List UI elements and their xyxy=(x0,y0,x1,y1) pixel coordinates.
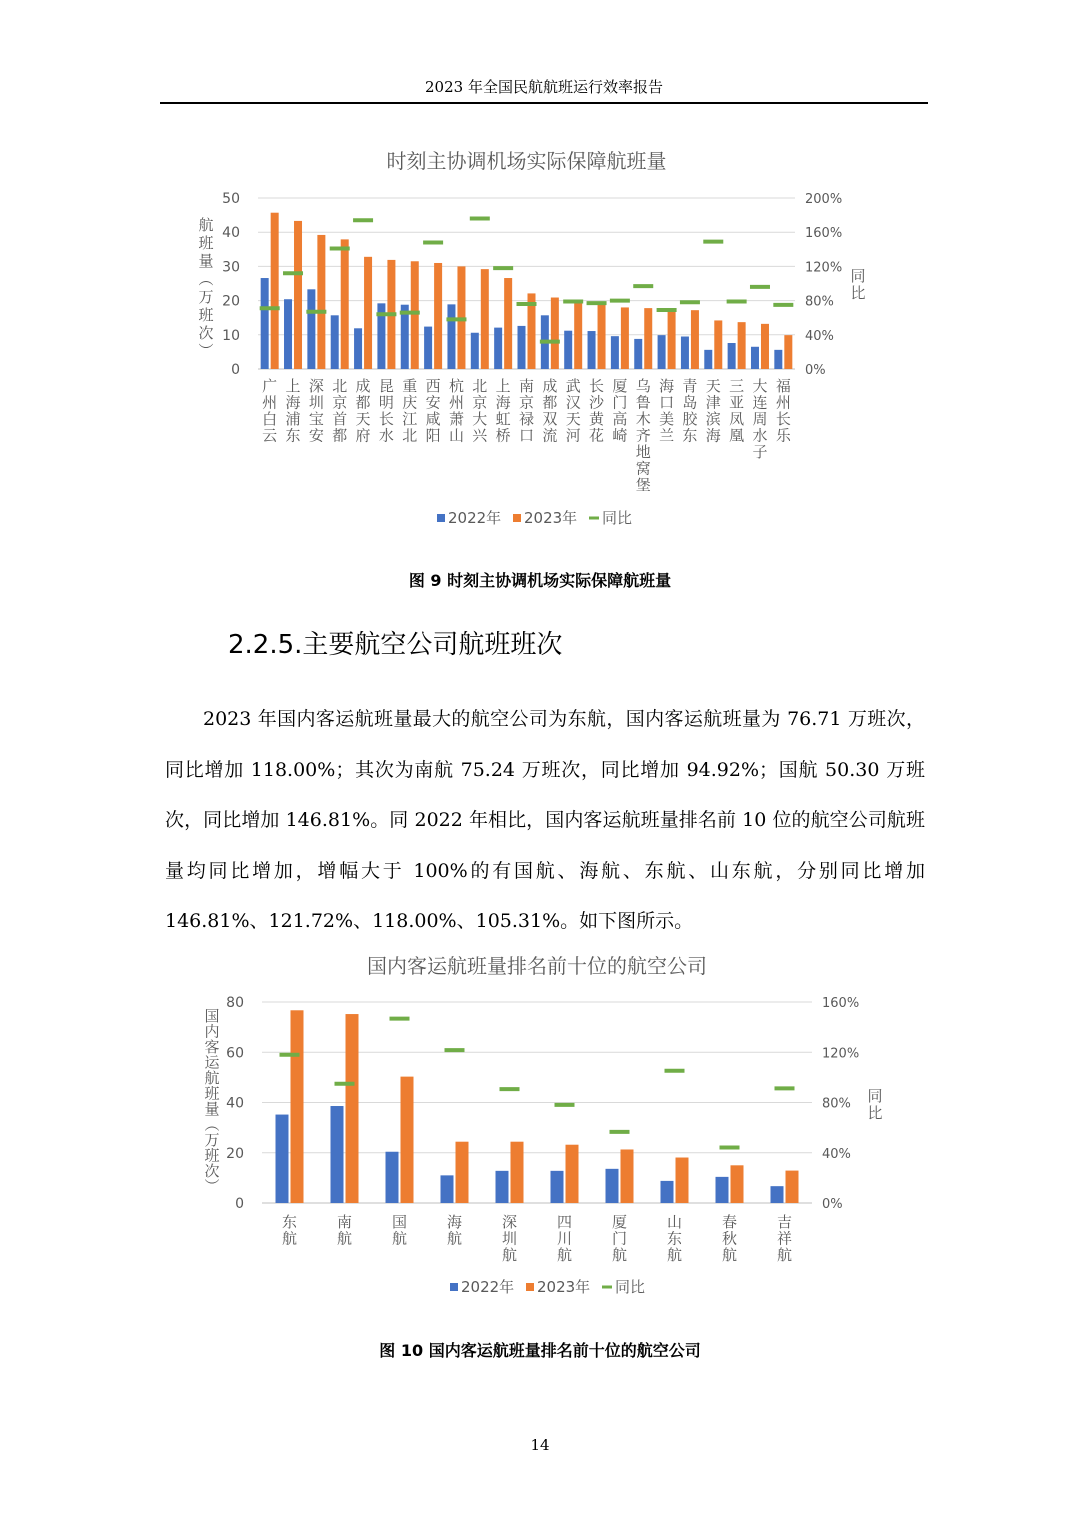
bar-2022 xyxy=(661,1181,674,1203)
category-label-char: 东 xyxy=(666,1229,683,1248)
category-label-char: 航 xyxy=(776,1246,793,1264)
bar-2023 xyxy=(291,1010,304,1203)
category-label-char: 高 xyxy=(612,410,628,428)
category-label-char: 连 xyxy=(752,393,768,412)
category-label-char: 禄 xyxy=(518,410,535,428)
bar-2022 xyxy=(331,1106,344,1203)
category-label-char: 北 xyxy=(332,377,348,395)
category-label-char: 青 xyxy=(682,377,698,395)
category-label-char: 凰 xyxy=(729,426,745,445)
chart-airport-flights xyxy=(0,140,1080,550)
y-tick-label: 40 xyxy=(222,225,240,242)
y2-tick-label: 40% xyxy=(805,328,834,344)
category-label-char: 航 xyxy=(721,1246,738,1264)
category-label-char: 河 xyxy=(565,426,581,445)
category-label-char: 崎 xyxy=(612,426,628,445)
category-label-char: 口 xyxy=(518,426,535,445)
category-label-char: 安 xyxy=(425,393,441,412)
y-tick-label: 30 xyxy=(222,259,240,276)
bar-2022 xyxy=(496,1171,509,1203)
category-label-char: 都 xyxy=(332,426,348,445)
body-paragraph: 2023 年国内客运航班量最大的航空公司为东航，国内客运航班量为 76.71 万班次，同比增加 118.00%；其次为南航 75.24 万班次，同比增加 94.92%；国航 50.30 万班次，同比增加 146.81%。同 2022 年相比，国内客运航班量排名前 10 位的航空公司航班量均同比增加，增幅大于 100%的有国航、海航、东航、山东航，分别同比增加 146.81%、121.72%、118.00%、105.31%。如下图所示。 xyxy=(165,708,925,932)
category-label-char: 都 xyxy=(355,393,371,412)
category-label-char: 山 xyxy=(666,1213,683,1231)
legend-label: 同比 xyxy=(615,1278,646,1296)
category-label-char: 昆 xyxy=(378,377,394,395)
bar-2022 xyxy=(681,337,689,369)
bar-2023 xyxy=(784,335,792,369)
chart-title: 国内客运航班量排名前十位的航空公司 xyxy=(367,954,707,978)
category-label-char: 厦 xyxy=(612,377,628,395)
chart-airline-flights xyxy=(0,945,1080,1305)
category-label-char: 航 xyxy=(611,1246,628,1264)
bar-2023 xyxy=(364,257,372,369)
category-label-char: 江 xyxy=(402,410,418,428)
category-label-char: 黄 xyxy=(589,410,605,428)
category-label-char: 滨 xyxy=(705,410,721,428)
y-axis-title-char: ︶ xyxy=(204,1177,220,1196)
category-label-char: 航 xyxy=(391,1229,408,1248)
y2-tick-label: 40% xyxy=(822,1146,851,1162)
category-label-char: 水 xyxy=(752,426,768,445)
y-tick-label: 0 xyxy=(235,1196,244,1212)
category-label-char: 窝 xyxy=(635,459,651,478)
category-label-char: 流 xyxy=(542,426,558,445)
bar-2023 xyxy=(551,298,559,369)
bar-2023 xyxy=(786,1171,799,1203)
bar-2023 xyxy=(271,213,279,369)
category-label-char: 长 xyxy=(775,410,791,428)
category-label-char: 堡 xyxy=(635,476,651,494)
y2-tick-label: 120% xyxy=(822,1046,860,1062)
bar-2022 xyxy=(284,299,292,369)
category-label-char: 咸 xyxy=(425,410,441,428)
category-label-char: 重 xyxy=(402,377,418,395)
category-label-char: 海 xyxy=(285,393,301,412)
category-label-char: 虹 xyxy=(495,410,511,428)
category-label-char: 吉 xyxy=(776,1213,793,1231)
category-label-char: 津 xyxy=(705,393,721,412)
legend-label: 2023年 xyxy=(524,509,578,527)
category-label-char: 京 xyxy=(518,393,535,412)
bar-2023 xyxy=(738,322,746,369)
y-axis-title-char: 万 xyxy=(198,288,214,306)
y-axis-title-char: 万 xyxy=(204,1131,220,1149)
category-label-char: 兰 xyxy=(659,426,675,445)
bar-2022 xyxy=(658,335,666,369)
category-label-char: 白 xyxy=(262,410,278,428)
category-label-char: 上 xyxy=(495,377,511,395)
bar-2022 xyxy=(276,1115,289,1203)
category-label-char: 东 xyxy=(682,426,698,445)
category-label-char: 航 xyxy=(501,1246,518,1264)
category-label-char: 天 xyxy=(355,410,371,428)
y-tick-label: 0 xyxy=(231,362,240,378)
category-label-char: 航 xyxy=(556,1246,573,1264)
legend-swatch-2023 xyxy=(513,514,521,522)
category-label-char: 州 xyxy=(448,393,464,412)
category-label-char: 三 xyxy=(729,377,745,395)
category-label-char: 大 xyxy=(752,377,768,395)
bar-2023 xyxy=(644,308,652,369)
bar-2023 xyxy=(668,311,676,369)
category-label-char: 长 xyxy=(589,377,605,395)
bar-2022 xyxy=(774,350,782,369)
legend-swatch-2023 xyxy=(526,1283,534,1291)
category-label-char: 国 xyxy=(391,1213,408,1231)
category-label-char: 四 xyxy=(556,1213,573,1231)
bar-2023 xyxy=(411,261,419,369)
category-label-char: 门 xyxy=(611,1229,628,1248)
category-label-char: 岛 xyxy=(682,393,698,412)
category-label-char: 上 xyxy=(285,377,301,395)
y2-tick-label: 120% xyxy=(805,260,843,276)
category-label-char: 沙 xyxy=(589,393,605,412)
category-label-char: 京 xyxy=(332,393,348,412)
category-label-char: 萧 xyxy=(448,410,464,428)
category-label-char: 海 xyxy=(495,393,511,412)
category-label-char: 宝 xyxy=(308,410,324,428)
y-axis-title-char: 航 xyxy=(198,216,214,234)
bar-2023 xyxy=(341,239,349,369)
bar-2023 xyxy=(676,1158,689,1203)
category-label-char: 大 xyxy=(472,410,488,428)
category-label-char: 京 xyxy=(472,393,488,412)
bar-2022 xyxy=(441,1175,454,1203)
bar-2022 xyxy=(471,333,479,369)
bar-2022 xyxy=(386,1152,399,1203)
bar-2023 xyxy=(504,278,512,369)
bar-2023 xyxy=(346,1014,359,1203)
figure-10-caption: 图 10 国内客运航班量排名前十位的航空公司 xyxy=(379,1341,701,1360)
header-rule xyxy=(160,102,928,104)
bar-2023 xyxy=(566,1145,579,1203)
category-label-char: 航 xyxy=(336,1229,353,1248)
category-label-char: 凤 xyxy=(729,410,745,428)
category-label-char: 首 xyxy=(332,410,348,428)
category-label-char: 云 xyxy=(262,426,278,445)
y-tick-label: 40 xyxy=(226,1095,244,1112)
y2-axis-title-char: 同 xyxy=(850,267,866,285)
bar-2022 xyxy=(564,331,572,369)
category-label-char: 都 xyxy=(542,393,558,412)
category-label-char: 东 xyxy=(281,1213,298,1231)
bar-2023 xyxy=(456,1142,469,1203)
bar-2023 xyxy=(621,1149,634,1203)
category-label-char: 府 xyxy=(355,426,371,445)
y-axis-title-char: 班 xyxy=(198,234,214,252)
y-tick-label: 80 xyxy=(226,995,244,1011)
bar-2022 xyxy=(551,1171,564,1203)
y2-axis-title-char: 比 xyxy=(867,1104,883,1122)
y-axis-title-char: ︵ xyxy=(204,1115,220,1134)
bar-2023 xyxy=(401,1077,414,1203)
category-label-char: 西 xyxy=(425,377,441,395)
bar-2023 xyxy=(481,269,489,369)
bar-2023 xyxy=(317,235,325,369)
bar-2022 xyxy=(307,289,315,369)
y-axis-title-char: 班 xyxy=(198,306,214,324)
category-label-char: 桥 xyxy=(495,426,511,445)
bar-2022 xyxy=(588,331,596,369)
bar-2022 xyxy=(354,328,362,369)
y2-axis-title-char: 比 xyxy=(850,284,866,302)
category-label-char: 地 xyxy=(635,443,651,461)
bar-2022 xyxy=(606,1169,619,1203)
y-tick-label: 10 xyxy=(222,327,240,344)
category-label-char: 武 xyxy=(565,377,581,395)
y-axis-title-char: 次 xyxy=(204,1162,220,1180)
bar-2022 xyxy=(611,336,619,369)
y-axis-title-char: 量 xyxy=(204,1100,220,1118)
category-label-char: 杭 xyxy=(448,377,464,395)
category-label-char: 南 xyxy=(518,377,535,395)
bar-2023 xyxy=(294,221,302,369)
category-label-char: 福 xyxy=(775,377,791,395)
page-number: 14 xyxy=(530,1436,550,1454)
bar-2023 xyxy=(761,324,769,369)
y2-tick-label: 0% xyxy=(805,363,826,378)
bar-2023 xyxy=(598,302,606,369)
running-header: 2023 年全国民航航班运行效率报告 xyxy=(425,78,663,96)
y-tick-label: 50 xyxy=(222,191,240,207)
bar-2022 xyxy=(518,326,526,369)
category-label-char: 浦 xyxy=(285,410,301,428)
category-label-char: 成 xyxy=(542,377,558,395)
figure-9-caption: 图 9 时刻主协调机场实际保障航班量 xyxy=(408,571,672,590)
category-label-char: 航 xyxy=(666,1246,683,1264)
y2-tick-label: 200% xyxy=(805,192,843,207)
category-label-char: 周 xyxy=(752,410,768,428)
category-label-char: 乐 xyxy=(775,426,791,445)
category-label-char: 北 xyxy=(402,426,418,445)
y-tick-label: 20 xyxy=(226,1145,244,1162)
bar-2022 xyxy=(634,339,642,369)
category-label-char: 川 xyxy=(556,1229,573,1248)
category-label-char: 圳 xyxy=(308,393,324,412)
category-label-char: 春 xyxy=(721,1213,738,1231)
legend-label: 2023年 xyxy=(537,1278,591,1296)
category-label-char: 安 xyxy=(308,426,324,445)
category-label-char: 胶 xyxy=(682,410,698,428)
category-label-char: 成 xyxy=(355,377,371,395)
y-axis-title-char: ︶ xyxy=(198,342,214,360)
legend-label: 2022年 xyxy=(461,1278,515,1296)
category-label-char: 东 xyxy=(285,426,301,445)
bar-2022 xyxy=(728,343,736,369)
bar-2022 xyxy=(751,347,759,369)
y-tick-label: 60 xyxy=(226,1045,244,1062)
category-label-char: 深 xyxy=(501,1213,518,1231)
y-axis-title-char: 班 xyxy=(204,1146,220,1165)
category-label-char: 秋 xyxy=(721,1229,738,1248)
bar-2022 xyxy=(424,327,432,369)
y-axis-title-char: 量 xyxy=(198,252,214,270)
category-label-char: 双 xyxy=(542,410,558,428)
category-label-char: 北 xyxy=(472,377,488,395)
bar-2023 xyxy=(574,301,582,369)
y2-tick-label: 80% xyxy=(805,294,834,310)
category-label-char: 鲁 xyxy=(635,393,651,412)
category-label-char: 门 xyxy=(612,393,628,412)
bar-2022 xyxy=(261,278,269,369)
category-label-char: 阳 xyxy=(425,426,441,445)
bar-2023 xyxy=(731,1165,744,1203)
category-label-char: 山 xyxy=(448,426,464,445)
section-heading: 2.2.5.主要航空公司航班班次 xyxy=(228,630,563,660)
y-axis-title-char: 航 xyxy=(204,1069,220,1087)
bar-2022 xyxy=(447,304,455,369)
category-label-char: 圳 xyxy=(501,1229,518,1248)
legend-label: 2022年 xyxy=(448,509,502,527)
y2-axis-title-char: 同 xyxy=(867,1087,883,1105)
category-label-char: 州 xyxy=(775,393,791,412)
category-label-char: 齐 xyxy=(635,426,651,445)
bar-2023 xyxy=(691,310,699,369)
category-label-char: 南 xyxy=(336,1213,353,1231)
bar-2023 xyxy=(621,307,629,369)
category-label-char: 海 xyxy=(659,377,675,395)
category-label-char: 美 xyxy=(659,410,675,428)
y-axis-title-char: 运 xyxy=(204,1053,220,1072)
category-label-char: 海 xyxy=(446,1213,463,1231)
y-axis-title-char: 内 xyxy=(204,1022,220,1041)
category-label-char: 天 xyxy=(705,377,721,395)
bar-2022 xyxy=(704,350,712,369)
bar-2022 xyxy=(494,328,502,369)
category-label-char: 深 xyxy=(308,377,324,395)
category-label-char: 汉 xyxy=(565,393,581,412)
category-label-char: 花 xyxy=(589,426,605,445)
y-tick-label: 20 xyxy=(222,293,240,310)
y-axis-title-char: 国 xyxy=(204,1007,220,1025)
bar-2023 xyxy=(714,320,722,369)
legend-swatch-2022 xyxy=(437,514,445,522)
y-axis-title-char: ︵ xyxy=(198,270,214,288)
category-label-char: 口 xyxy=(659,393,675,412)
bar-2023 xyxy=(511,1142,524,1203)
legend-label: 同比 xyxy=(602,509,633,527)
category-label-char: 庆 xyxy=(402,393,418,412)
category-label-char: 亚 xyxy=(729,393,745,412)
y2-tick-label: 160% xyxy=(822,996,860,1011)
bar-2023 xyxy=(434,263,442,369)
bar-2022 xyxy=(331,315,339,369)
y-axis-title-char: 班 xyxy=(204,1084,220,1103)
y-axis-title-char: 次 xyxy=(198,324,214,342)
category-label-char: 水 xyxy=(378,426,394,445)
bar-2022 xyxy=(771,1186,784,1203)
y2-tick-label: 80% xyxy=(822,1096,851,1112)
category-label-char: 州 xyxy=(262,393,278,412)
y2-tick-label: 0% xyxy=(822,1197,843,1212)
category-label-char: 海 xyxy=(705,426,721,445)
category-label-char: 天 xyxy=(565,410,581,428)
category-label-char: 兴 xyxy=(472,426,488,445)
y2-tick-label: 160% xyxy=(805,226,843,242)
category-label-char: 广 xyxy=(262,377,278,395)
category-label-char: 航 xyxy=(446,1229,463,1248)
category-label-char: 长 xyxy=(378,410,394,428)
bar-2022 xyxy=(716,1177,729,1203)
y-axis-title-char: 客 xyxy=(204,1038,220,1056)
category-label-char: 祥 xyxy=(776,1229,793,1248)
category-label-char: 航 xyxy=(281,1229,298,1248)
category-label-char: 子 xyxy=(752,443,768,461)
category-label-char: 厦 xyxy=(611,1213,628,1231)
category-label-char: 明 xyxy=(378,393,394,412)
legend-swatch-2022 xyxy=(450,1283,458,1291)
category-label-char: 木 xyxy=(635,410,651,428)
chart-title: 时刻主协调机场实际保障航班量 xyxy=(386,149,667,173)
category-label-char: 乌 xyxy=(635,377,651,395)
